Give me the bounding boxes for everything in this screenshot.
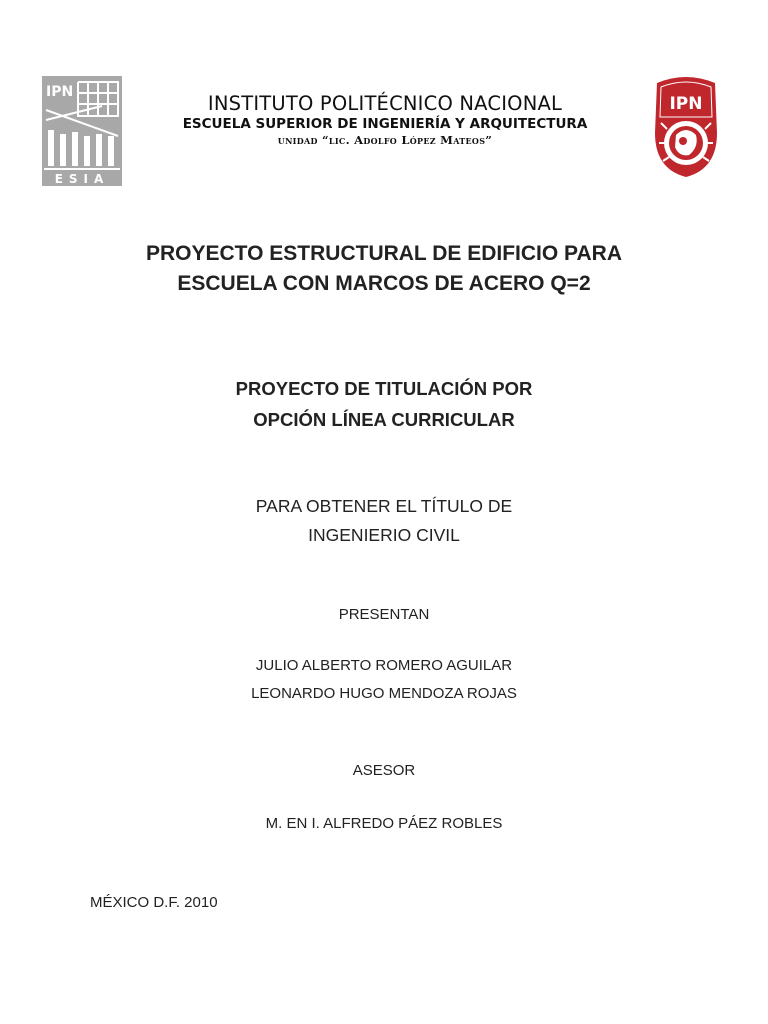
subtitle-line-1: PROYECTO DE TITULACIÓN POR: [235, 378, 533, 399]
esia-logo: [42, 76, 122, 186]
presentan-label: PRESENTAN: [338, 606, 430, 623]
authors-list: [0, 652, 768, 708]
esia-logo-esia-text: ESIA: [54, 172, 110, 186]
institution-header: [130, 91, 640, 149]
ipn-logo: [651, 73, 721, 179]
document-subtitle: [0, 373, 768, 435]
title-line-1: PROYECTO ESTRUCTURAL DE EDIFICIO PARA: [145, 242, 623, 265]
esia-logo-ipn-text: IPN: [46, 84, 74, 100]
school-name: ESCUELA SUPERIOR DE INGENIERÍA Y ARQUITECTURA: [182, 116, 588, 132]
author-name: LEONARDO HUGO MENDOZA ROJAS: [251, 685, 517, 702]
degree-line-1: PARA OBTENER EL TÍTULO DE: [255, 496, 513, 516]
title-line-2: ESCUELA CON MARCOS DE ACERO Q=2: [177, 272, 591, 295]
advisor-label: ASESOR: [352, 762, 416, 779]
document-title: [0, 239, 768, 299]
unit-name: unidad “lic. Adolfo López Mateos”: [277, 133, 493, 147]
advisor-name: M. EN I. ALFREDO PÁEZ ROBLES: [265, 815, 503, 832]
institution-name: INSTITUTO POLITÉCNICO NACIONAL: [207, 92, 563, 115]
degree-line-2: INGENIERIO CIVIL: [308, 525, 460, 545]
place-date: MÉXICO D.F. 2010: [90, 894, 218, 911]
subtitle-line-2: OPCIÓN LÍNEA CURRICULAR: [253, 409, 515, 430]
author-name: JULIO ALBERTO ROMERO AGUILAR: [255, 657, 513, 674]
ipn-logo-text: IPN: [669, 94, 703, 114]
degree-statement: [0, 492, 768, 550]
